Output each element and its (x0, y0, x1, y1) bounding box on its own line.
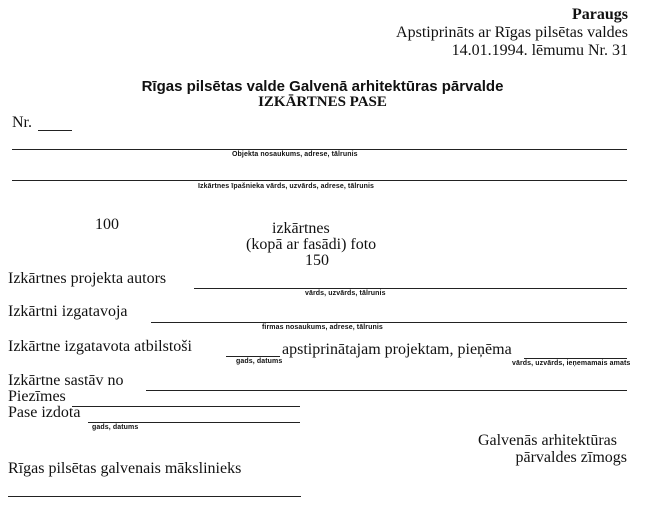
photo-height: 150 (305, 252, 329, 269)
notes-label: Piezīmes (8, 388, 66, 405)
number-field-line[interactable] (38, 130, 72, 131)
number-label: Nr. (12, 114, 32, 131)
photo-label-1: izkārtnes (272, 220, 330, 237)
photo-width: 100 (95, 216, 119, 233)
owner-field-line[interactable] (12, 180, 627, 181)
approval-line-1: Apstiprināts ar Rīgas pilsētas valdes (396, 24, 628, 41)
authority-title: Rīgas pilsētas valde Galvenā arhitektūras pārvalde (141, 78, 504, 95)
notes-field-line[interactable] (72, 406, 300, 407)
maker-field-line[interactable] (151, 322, 627, 323)
author-field-line[interactable] (194, 288, 627, 289)
consists-of-field-line[interactable] (146, 390, 627, 391)
object-field-hint: Objekta nosaukums, adrese, tālrunis (232, 151, 358, 158)
author-label: Izkārtnes projekta autors (8, 270, 167, 287)
signatory-label: Rīgas pilsētas galvenais mākslinieks (8, 460, 242, 477)
sample-label: Paraugs (572, 6, 628, 23)
made-date-field-line[interactable] (226, 356, 280, 357)
signature-field-line[interactable] (8, 496, 301, 497)
approved-project-label: apstiprinātajam projektam, pieņēma (282, 341, 512, 358)
made-date-hint: gads, datums (236, 358, 283, 365)
maker-label: Izkārtni izgatavoja (8, 303, 128, 320)
acceptor-field-line[interactable] (524, 358, 627, 359)
approval-line-2: 14.01.1994. lēmumu Nr. 31 (451, 42, 628, 59)
issued-field-line[interactable] (88, 422, 300, 423)
maker-field-hint: firmas nosaukums, adrese, tālrunis (262, 324, 383, 331)
consists-of-label: Izkārtne sastāv no (8, 372, 124, 389)
photo-label-2: (kopā ar fasādi) foto (246, 236, 377, 253)
issued-date-hint: gads, datums (92, 424, 139, 431)
stamp-line-1: Galvenās arhitektūras (477, 432, 617, 449)
stamp-line-2: pārvaldes zīmogs (515, 449, 627, 466)
issued-label: Pase izdota (8, 404, 81, 421)
author-field-hint: vārds, uzvārds, tālrunis (305, 290, 386, 297)
acceptor-field-hint: vārds, uzvārds, ieņemamais amats (512, 360, 631, 367)
owner-field-hint: Izkārtnes īpašnieka vārds, uzvārds, adrese, tālrunis (198, 183, 375, 190)
document-title: IZKĀRTNES PASE (258, 94, 387, 110)
object-field-line[interactable] (12, 149, 627, 150)
made-according-label: Izkārtne izgatavota atbilstoši (8, 338, 192, 355)
